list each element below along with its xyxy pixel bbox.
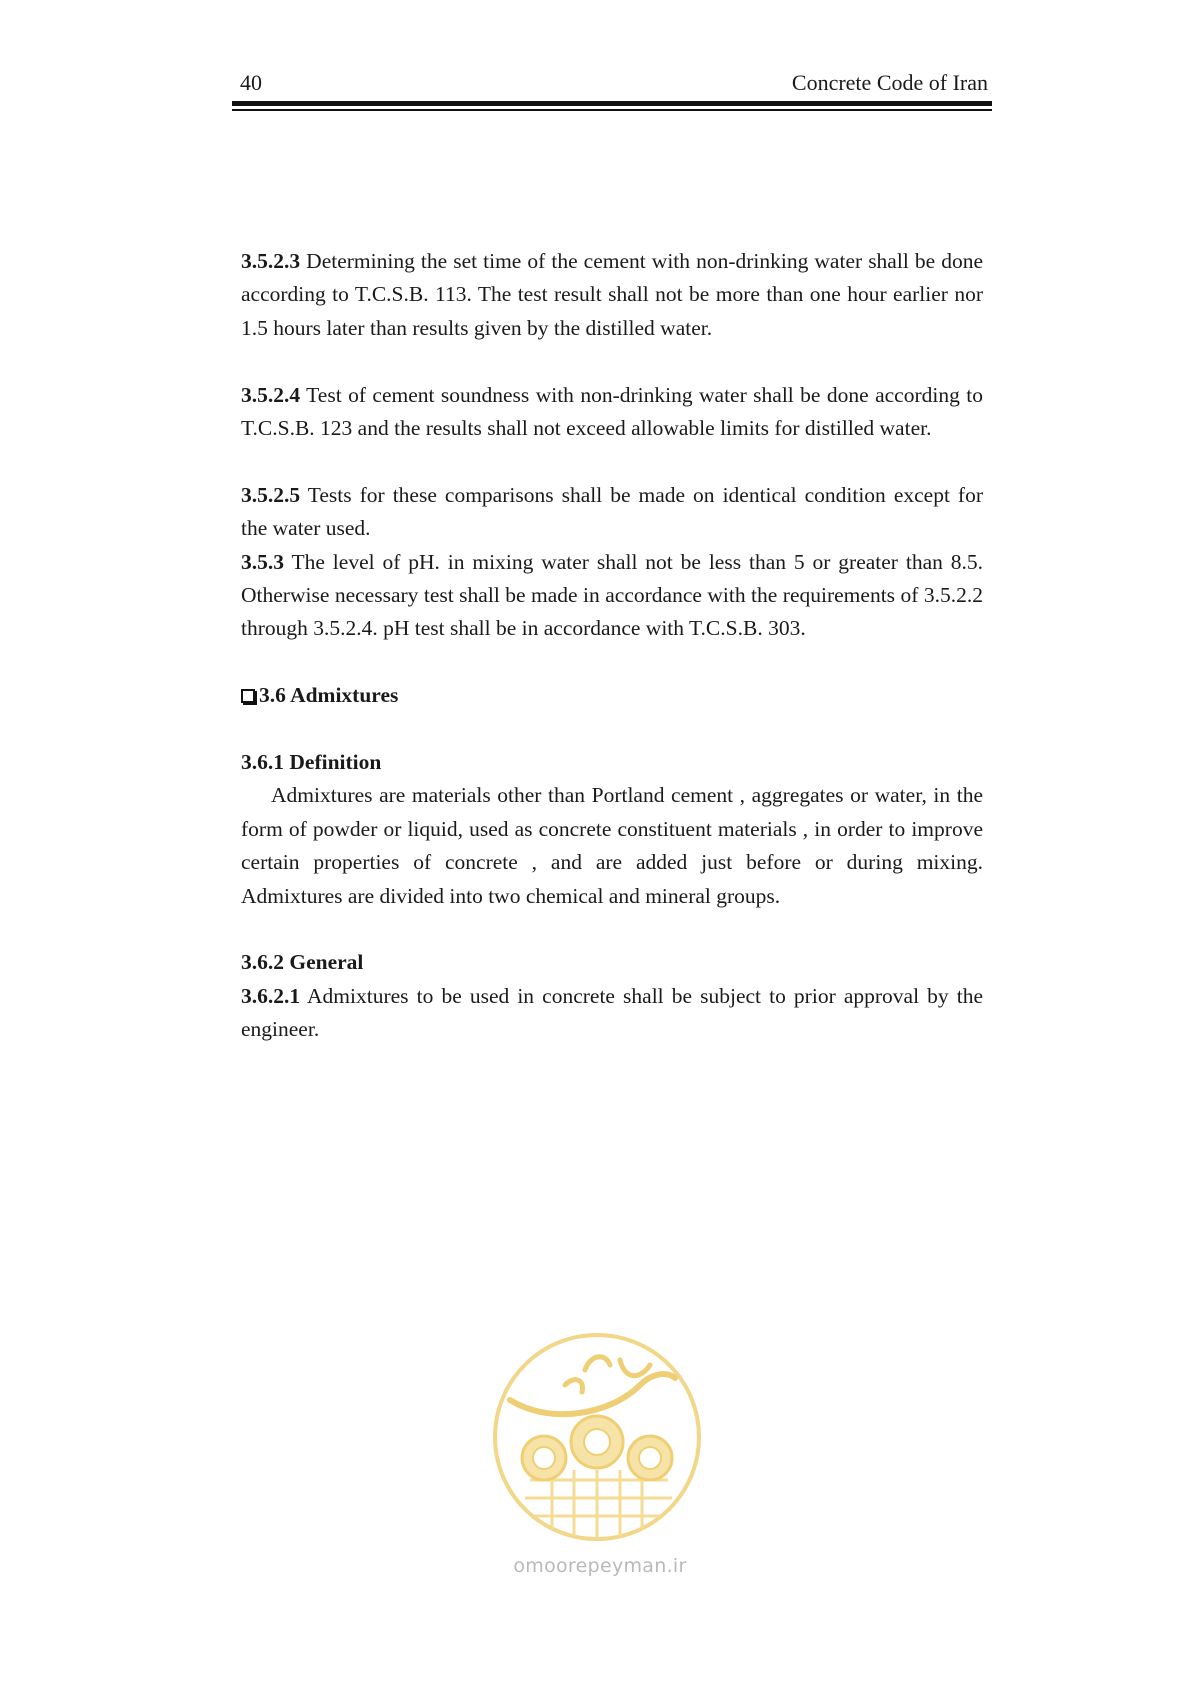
clause-3-5-2-4 [241, 379, 983, 446]
running-title: Concrete Code of Iran [791, 70, 988, 95]
checkbox-square-icon [241, 689, 255, 703]
clause-number: 3.5.2.4 [241, 382, 301, 407]
clause-text: Admixtures to be used in concrete shall be subject to prior approval by the engineer. [241, 983, 983, 1042]
body-text [241, 245, 983, 1047]
clause-3-5-3 [241, 546, 983, 646]
clause-3-6-2-1 [241, 980, 983, 1047]
clause-number: 3.5.3 [241, 549, 284, 574]
section-heading-text: 3.6 Admixtures [259, 683, 399, 708]
clause-number: 3.5.2.3 [241, 249, 301, 273]
watermark-caption: omoorepeyman.ir [513, 1555, 687, 1577]
header-rule-thick [232, 101, 992, 106]
clause-number: 3.5.2.5 [241, 482, 301, 507]
clause-3-5-2-3 [241, 245, 983, 345]
page-header [232, 70, 992, 100]
subsection-heading-3-6-2: 3.6.2 General [241, 950, 364, 975]
subsection-heading-3-6-1: 3.6.1 Definition [241, 750, 382, 775]
clause-text: The level of pH. in mixing water shall not be less than 5 or greater than 8.5. Otherwise necessary test shall be made in accordance with the requirements of 3.5.2.2 through 3.5.2.4. pH test shall be in accordance with T.C.S.B. 303. [241, 549, 983, 641]
header-rule-thin [232, 109, 992, 111]
definition-paragraph: Admixtures are materials other than Portland cement , aggregates or water, in the form of powder or liquid, used as concrete constituent materials , in order to improve certain properties of concrete , and are added just before or during mixing. Admixtures are divided into two chemical and mineral groups. [241, 783, 983, 908]
clause-text: Test of cement soundness with non-drinking water shall be done according to T.C.S.B. 123 and the results shall not exceed allowable limits for distilled water. [241, 382, 983, 441]
clause-number: 3.6.2.1 [241, 983, 301, 1008]
watermark-logo [490, 1330, 705, 1545]
clause-text: Tests for these comparisons shall be made on identical condition except for the water used. [241, 482, 983, 541]
watermark-swash [510, 1374, 675, 1414]
clause-3-5-2-5 [241, 479, 983, 546]
page-number: 40 [240, 70, 262, 95]
clause-text: Determining the set time of the cement with non-drinking water shall be done according to T.C.S.B. 113. The test result shall not be more than one hour earlier nor 1.5 hours later than results given by the distilled water. [241, 249, 983, 340]
section-heading-3-6 [241, 679, 983, 712]
